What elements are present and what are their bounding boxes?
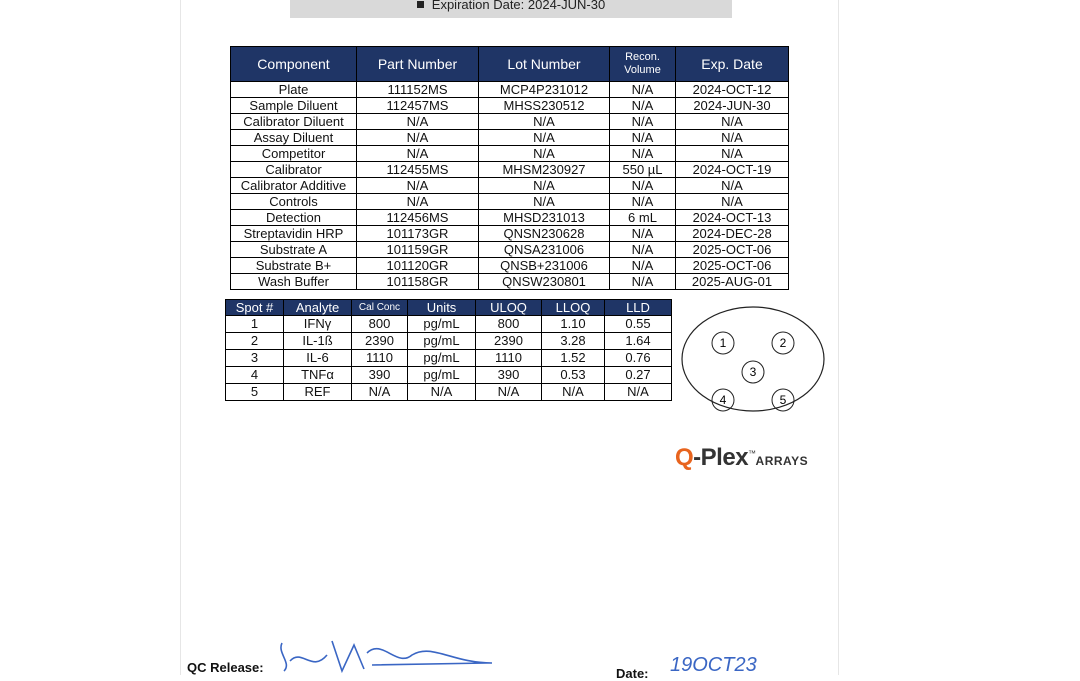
logo-q: Q bbox=[675, 444, 694, 471]
table-cell: N/A bbox=[676, 194, 789, 210]
table-row bbox=[231, 210, 789, 226]
table-row bbox=[226, 367, 672, 384]
table-cell: QNSW230801 bbox=[479, 274, 610, 290]
table-cell: N/A bbox=[479, 146, 610, 162]
table-cell: 5 bbox=[226, 384, 284, 401]
table-cell: 1.64 bbox=[605, 333, 672, 350]
table-cell: pg/mL bbox=[408, 367, 476, 384]
table-row bbox=[226, 350, 672, 367]
table-cell: N/A bbox=[357, 178, 479, 194]
table-cell: QNSN230628 bbox=[479, 226, 610, 242]
table-cell: 1 bbox=[226, 316, 284, 333]
table-cell: N/A bbox=[357, 130, 479, 146]
table-cell: N/A bbox=[610, 130, 676, 146]
table-cell: 390 bbox=[476, 367, 542, 384]
date-label: Date: bbox=[616, 666, 649, 681]
spot-label: 5 bbox=[779, 393, 787, 407]
analyte-body bbox=[226, 316, 672, 401]
table-cell: N/A bbox=[357, 146, 479, 162]
table-cell: Sample Diluent bbox=[231, 98, 357, 114]
table-cell: Controls bbox=[231, 194, 357, 210]
table-cell: Plate bbox=[231, 82, 357, 98]
table-cell: 2390 bbox=[352, 333, 408, 350]
logo-plex: -Plex bbox=[693, 444, 749, 471]
table-row bbox=[231, 226, 789, 242]
date-value: 19OCT23 bbox=[670, 654, 757, 676]
expiration-text: Expiration Date: 2024-JUN-30 bbox=[431, 0, 606, 12]
spot-label: 4 bbox=[719, 393, 727, 407]
table-cell: QNSA231006 bbox=[479, 242, 610, 258]
table-cell: N/A bbox=[610, 226, 676, 242]
table-cell: 2025-OCT-06 bbox=[676, 242, 789, 258]
table-cell: N/A bbox=[357, 114, 479, 130]
page-right-edge bbox=[838, 0, 839, 675]
table-cell: 800 bbox=[352, 316, 408, 333]
table-cell: IL-6 bbox=[284, 350, 352, 367]
components-header-cell: Recon. Volume bbox=[610, 47, 676, 82]
table-cell: N/A bbox=[610, 178, 676, 194]
table-cell: 101173GR bbox=[357, 226, 479, 242]
components-table bbox=[230, 46, 789, 290]
table-cell: 6 mL bbox=[610, 210, 676, 226]
table-cell: 2025-AUG-01 bbox=[676, 274, 789, 290]
table-cell: IL-1ß bbox=[284, 333, 352, 350]
table-cell: N/A bbox=[605, 384, 672, 401]
table-row bbox=[231, 146, 789, 162]
table-cell: 112456MS bbox=[357, 210, 479, 226]
table-cell: 2025-OCT-06 bbox=[676, 258, 789, 274]
spot-label: 3 bbox=[749, 365, 757, 379]
table-cell: 2 bbox=[226, 333, 284, 350]
table-row bbox=[231, 258, 789, 274]
table-cell: 1110 bbox=[352, 350, 408, 367]
analyte-header-cell: Analyte bbox=[284, 300, 352, 316]
table-cell: N/A bbox=[610, 98, 676, 114]
table-cell: 111152MS bbox=[357, 82, 479, 98]
table-cell: Calibrator Diluent bbox=[231, 114, 357, 130]
table-cell: N/A bbox=[479, 114, 610, 130]
analyte-header-cell: ULOQ bbox=[476, 300, 542, 316]
table-cell: N/A bbox=[357, 194, 479, 210]
table-cell: 550 µL bbox=[610, 162, 676, 178]
table-cell: 0.27 bbox=[605, 367, 672, 384]
table-cell: Assay Diluent bbox=[231, 130, 357, 146]
logo-tm: ™ bbox=[748, 449, 756, 458]
table-cell: N/A bbox=[476, 384, 542, 401]
table-cell: 0.76 bbox=[605, 350, 672, 367]
table-cell: IFNγ bbox=[284, 316, 352, 333]
qc-signature bbox=[272, 633, 502, 675]
components-body bbox=[231, 82, 789, 290]
table-cell: 0.55 bbox=[605, 316, 672, 333]
analyte-header-cell: Spot # bbox=[226, 300, 284, 316]
table-cell: MHSS230512 bbox=[479, 98, 610, 114]
table-cell: 101158GR bbox=[357, 274, 479, 290]
table-cell: N/A bbox=[479, 194, 610, 210]
table-cell: Substrate A bbox=[231, 242, 357, 258]
table-cell: 2024-OCT-12 bbox=[676, 82, 789, 98]
table-cell: N/A bbox=[610, 194, 676, 210]
table-cell: Substrate B+ bbox=[231, 258, 357, 274]
table-cell: N/A bbox=[676, 114, 789, 130]
table-row bbox=[231, 82, 789, 98]
analyte-header-cell: Cal Conc bbox=[352, 300, 408, 316]
components-header-cell: Component bbox=[231, 47, 357, 82]
table-cell: 101120GR bbox=[357, 258, 479, 274]
table-row bbox=[231, 242, 789, 258]
table-cell: N/A bbox=[610, 114, 676, 130]
table-cell: 112455MS bbox=[357, 162, 479, 178]
table-row bbox=[226, 316, 672, 333]
table-cell: 800 bbox=[476, 316, 542, 333]
table-cell: Competitor bbox=[231, 146, 357, 162]
table-cell: 101159GR bbox=[357, 242, 479, 258]
table-cell: Calibrator bbox=[231, 162, 357, 178]
table-cell: 390 bbox=[352, 367, 408, 384]
table-row bbox=[231, 98, 789, 114]
table-cell: TNFα bbox=[284, 367, 352, 384]
table-cell: 4 bbox=[226, 367, 284, 384]
analyte-header-cell: Units bbox=[408, 300, 476, 316]
table-cell: N/A bbox=[610, 258, 676, 274]
table-cell: 1.10 bbox=[542, 316, 605, 333]
table-cell: N/A bbox=[610, 242, 676, 258]
table-cell: 0.53 bbox=[542, 367, 605, 384]
qc-release-label: QC Release: bbox=[187, 660, 264, 675]
analyte-table bbox=[225, 299, 672, 401]
components-header-cell: Lot Number bbox=[479, 47, 610, 82]
table-cell: MHSD231013 bbox=[479, 210, 610, 226]
table-cell: Calibrator Additive bbox=[231, 178, 357, 194]
logo-arrays: ARRAYS bbox=[755, 454, 809, 468]
table-row bbox=[231, 178, 789, 194]
table-cell: 1.52 bbox=[542, 350, 605, 367]
analyte-header-cell: LLOQ bbox=[542, 300, 605, 316]
spot-layout-diagram bbox=[681, 305, 826, 413]
table-cell: N/A bbox=[676, 130, 789, 146]
table-cell: MCP4P231012 bbox=[479, 82, 610, 98]
spot-label: 2 bbox=[779, 336, 787, 350]
table-cell: 2390 bbox=[476, 333, 542, 350]
spot-label: 1 bbox=[719, 336, 727, 350]
page-left-edge bbox=[180, 0, 181, 675]
components-header-row bbox=[231, 47, 789, 82]
table-row bbox=[226, 333, 672, 350]
table-cell: 2024-OCT-19 bbox=[676, 162, 789, 178]
table-cell: 2024-DEC-28 bbox=[676, 226, 789, 242]
table-cell: N/A bbox=[676, 178, 789, 194]
table-cell: N/A bbox=[610, 82, 676, 98]
table-cell: 2024-OCT-13 bbox=[676, 210, 789, 226]
table-row bbox=[231, 114, 789, 130]
table-cell: N/A bbox=[352, 384, 408, 401]
table-cell: 112457MS bbox=[357, 98, 479, 114]
bullet-icon bbox=[417, 1, 424, 8]
table-row bbox=[231, 274, 789, 290]
table-cell: 3 bbox=[226, 350, 284, 367]
table-row bbox=[231, 194, 789, 210]
table-cell: Detection bbox=[231, 210, 357, 226]
table-cell: Wash Buffer bbox=[231, 274, 357, 290]
components-header-cell: Part Number bbox=[357, 47, 479, 82]
table-row bbox=[231, 130, 789, 146]
table-cell: N/A bbox=[676, 146, 789, 162]
table-row bbox=[226, 384, 672, 401]
table-cell: 1110 bbox=[476, 350, 542, 367]
table-cell: 3.28 bbox=[542, 333, 605, 350]
table-cell: N/A bbox=[610, 274, 676, 290]
table-cell: REF bbox=[284, 384, 352, 401]
table-cell: N/A bbox=[479, 130, 610, 146]
table-cell: Streptavidin HRP bbox=[231, 226, 357, 242]
table-cell: QNSB+231006 bbox=[479, 258, 610, 274]
table-cell: N/A bbox=[408, 384, 476, 401]
table-cell: N/A bbox=[542, 384, 605, 401]
well-outline bbox=[682, 307, 824, 411]
table-cell: pg/mL bbox=[408, 333, 476, 350]
table-cell: pg/mL bbox=[408, 350, 476, 367]
analyte-header-cell: LLD bbox=[605, 300, 672, 316]
table-cell: N/A bbox=[610, 146, 676, 162]
table-cell: 2024-JUN-30 bbox=[676, 98, 789, 114]
qplex-logo bbox=[675, 444, 808, 472]
components-header-cell: Exp. Date bbox=[676, 47, 789, 82]
analyte-header-row bbox=[226, 300, 672, 316]
expiration-banner bbox=[290, 0, 732, 18]
table-cell: N/A bbox=[479, 178, 610, 194]
table-row bbox=[231, 162, 789, 178]
table-cell: pg/mL bbox=[408, 316, 476, 333]
table-cell: MHSM230927 bbox=[479, 162, 610, 178]
